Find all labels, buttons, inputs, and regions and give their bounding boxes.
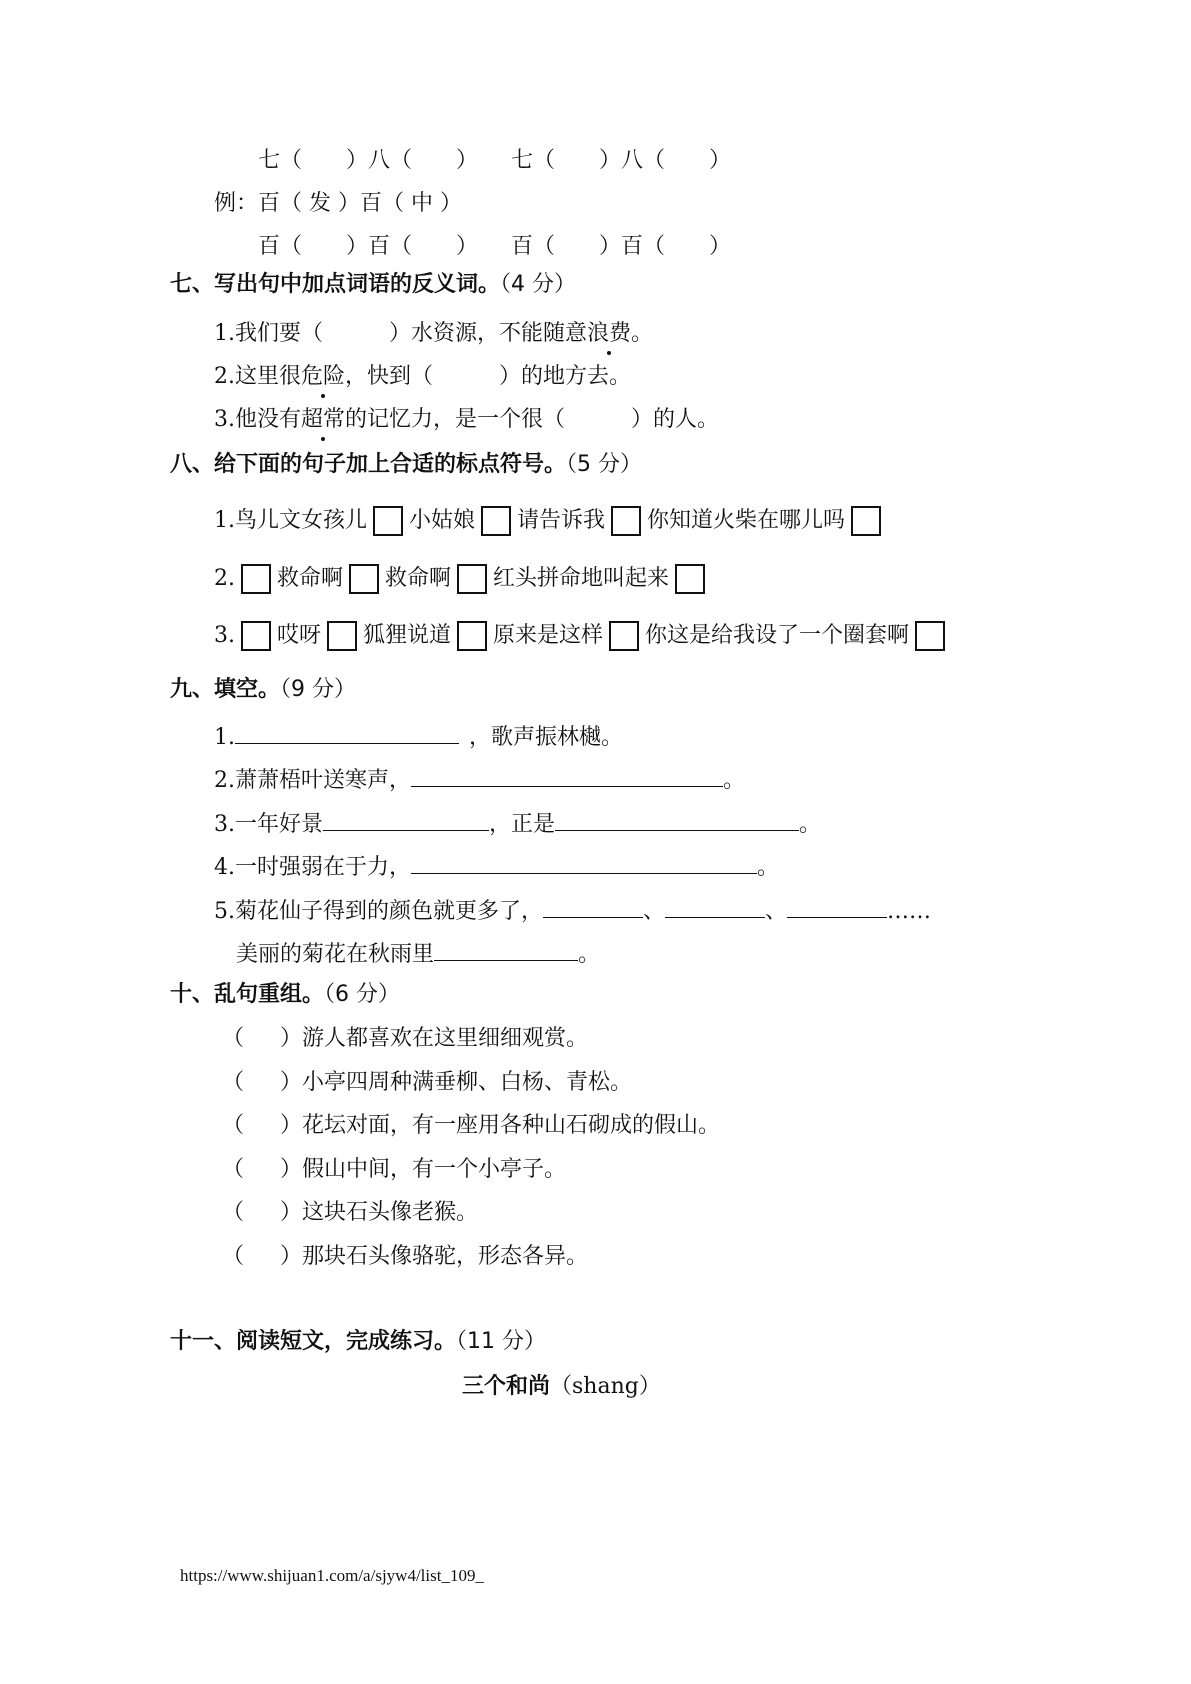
section-9-item-1 bbox=[214, 719, 623, 753]
punctuation-box[interactable] bbox=[327, 621, 357, 651]
item-text: 原来是这样 bbox=[493, 623, 604, 648]
item-number: 4. bbox=[214, 855, 235, 880]
order-paren-open: （ bbox=[222, 1113, 245, 1138]
item-text: 菊花仙子得到的颜色就更多了， bbox=[235, 899, 544, 924]
fill-blank[interactable] bbox=[787, 893, 887, 918]
item-text: 哎呀 bbox=[277, 623, 322, 648]
order-paren-open: （ bbox=[222, 1243, 245, 1269]
item-text: 萧萧梧叶送寒声， bbox=[235, 768, 412, 793]
section-11-title: 十一、阅读短文，完成练习。 bbox=[170, 1329, 457, 1354]
section-9-item-5-cont bbox=[236, 936, 600, 970]
section-9-item-5 bbox=[214, 893, 931, 927]
section-7-points: （4 分） bbox=[500, 272, 577, 297]
section-8-item-2 bbox=[214, 564, 711, 594]
reorder-item bbox=[222, 1155, 566, 1185]
fill-blank[interactable] bbox=[323, 806, 489, 831]
section-8-points: （5 分） bbox=[566, 452, 643, 477]
item-text: 他没有 bbox=[235, 407, 302, 432]
fill-blank[interactable] bbox=[411, 762, 723, 787]
reorder-sentence: 假山中间，有一个小亭子。 bbox=[302, 1156, 567, 1182]
punctuation-box[interactable] bbox=[915, 621, 945, 651]
fill-blank[interactable] bbox=[543, 893, 643, 918]
item-text: 。 bbox=[631, 321, 654, 346]
item-text: 红头拼命地叫起来 bbox=[493, 566, 670, 591]
item-text: 你知道火柴在哪儿吗 bbox=[647, 508, 846, 533]
char-fill-row-1: 七（ ）八（ ） 七（ ）八（ ） bbox=[258, 148, 732, 173]
char-fill-row-3: 百（ ）百（ ） 百（ ）百（ ） bbox=[258, 234, 732, 259]
item-text: 美丽的菊花在秋雨里 bbox=[236, 942, 435, 967]
footer-url[interactable]: https://www.shijuan1.com/a/sjyw4/list_109_ bbox=[180, 1566, 484, 1585]
order-paren-open: （ bbox=[222, 1200, 245, 1225]
item-text: ，快到（ bbox=[345, 364, 434, 389]
section-9-item-3 bbox=[214, 806, 821, 840]
item-text: 你这是给我设了一个圈套啊 bbox=[645, 623, 910, 648]
item-text: 。 bbox=[578, 942, 601, 967]
punctuation-box[interactable] bbox=[457, 621, 487, 651]
item-number: 2. bbox=[214, 364, 235, 389]
item-number: 3. bbox=[214, 407, 235, 432]
item-number: 1. bbox=[214, 508, 235, 533]
punctuation-box[interactable] bbox=[611, 506, 641, 536]
reorder-item bbox=[222, 1198, 478, 1228]
item-text: 一年好景 bbox=[235, 812, 324, 837]
reorder-item bbox=[222, 1242, 588, 1272]
item-text: 。 bbox=[723, 768, 746, 793]
section-10-points: （6 分） bbox=[324, 982, 401, 1007]
punctuation-box[interactable] bbox=[241, 564, 271, 594]
order-paren-close: ） bbox=[280, 1113, 303, 1138]
section-9-points: （9 分） bbox=[280, 677, 357, 702]
punctuation-box[interactable] bbox=[241, 621, 271, 651]
item-text: ）的地方去。 bbox=[499, 364, 632, 389]
item-number: 1. bbox=[214, 725, 235, 750]
passage-title bbox=[462, 1372, 661, 1402]
item-text: 鸟儿文女孩儿 bbox=[235, 508, 368, 533]
section-8-title: 八、给下面的句子加上合适的标点符号。 bbox=[170, 452, 567, 477]
dotted-word: 危险 bbox=[301, 362, 345, 392]
section-9-item-4 bbox=[214, 849, 779, 883]
item-separator: 、 bbox=[643, 899, 666, 924]
item-text: 救命啊 bbox=[385, 566, 452, 591]
item-number: 2. bbox=[214, 566, 235, 591]
passage-title-text: 三个和尚 bbox=[462, 1374, 551, 1399]
section-9-heading bbox=[170, 675, 356, 705]
dotted-word: 超常 bbox=[301, 405, 345, 435]
item-number: 1. bbox=[214, 321, 235, 346]
section-10-heading bbox=[170, 980, 400, 1010]
section-7-item-1 bbox=[214, 319, 653, 349]
item-text: ）水资源，不能随意 bbox=[389, 321, 588, 346]
section-7-title: 七、写出句中加点词语的反义词。 bbox=[170, 272, 501, 297]
punctuation-box[interactable] bbox=[675, 564, 705, 594]
section-10-title: 十、乱句重组。 bbox=[170, 982, 325, 1007]
item-text: 请告诉我 bbox=[517, 508, 606, 533]
section-11-points: （11 分） bbox=[456, 1329, 547, 1354]
item-text: 狐狸说道 bbox=[363, 623, 452, 648]
order-paren-open: （ bbox=[222, 1156, 245, 1182]
order-paren-close: ） bbox=[280, 1243, 303, 1269]
reorder-sentence: 这块石头像老猴。 bbox=[302, 1200, 479, 1225]
item-text: 我们要（ bbox=[235, 321, 324, 346]
fill-blank[interactable] bbox=[411, 849, 757, 874]
item-number: 3. bbox=[214, 812, 235, 837]
section-9-title: 九、填空。 bbox=[170, 677, 281, 702]
item-text: 救命啊 bbox=[277, 566, 344, 591]
item-number: 2. bbox=[214, 768, 235, 793]
ellipsis: …… bbox=[887, 899, 932, 924]
reorder-sentence: 花坛对面，有一座用各种山石砌成的假山。 bbox=[302, 1113, 721, 1138]
punctuation-box[interactable] bbox=[609, 621, 639, 651]
punctuation-box[interactable] bbox=[851, 506, 881, 536]
reorder-item bbox=[222, 1024, 588, 1054]
reorder-sentence: 小亭四周种满垂柳、白杨、青松。 bbox=[302, 1069, 633, 1095]
item-text: 小姑娘 bbox=[409, 508, 476, 533]
item-text: 的记忆力，是一个很（ bbox=[345, 407, 566, 432]
order-paren-open: （ bbox=[222, 1026, 245, 1051]
punctuation-box[interactable] bbox=[481, 506, 511, 536]
order-paren-close: ） bbox=[280, 1069, 303, 1095]
section-8-heading bbox=[170, 450, 642, 480]
reorder-item bbox=[222, 1068, 632, 1098]
item-text: ，正是 bbox=[489, 812, 556, 837]
order-paren-close: ） bbox=[280, 1156, 303, 1182]
order-paren-open: （ bbox=[222, 1069, 245, 1095]
fill-blank[interactable] bbox=[555, 806, 799, 831]
punctuation-box[interactable] bbox=[349, 564, 379, 594]
section-7-item-2 bbox=[214, 362, 631, 392]
item-text: 。 bbox=[799, 812, 822, 837]
fill-blank[interactable] bbox=[235, 719, 459, 744]
fill-blank[interactable] bbox=[434, 936, 578, 961]
item-text: 。 bbox=[757, 855, 780, 880]
punctuation-box[interactable] bbox=[373, 506, 403, 536]
section-8-item-1 bbox=[214, 506, 887, 536]
fill-blank[interactable] bbox=[665, 893, 765, 918]
section-7-item-3 bbox=[214, 405, 719, 435]
section-9-item-2 bbox=[214, 762, 745, 796]
section-7-heading bbox=[170, 270, 576, 300]
reorder-sentence: 游人都喜欢在这里细细观赏。 bbox=[302, 1026, 589, 1051]
item-number: 3. bbox=[214, 623, 235, 648]
item-number: 5. bbox=[214, 899, 235, 924]
item-separator: 、 bbox=[765, 899, 788, 924]
reorder-sentence: 那块石头像骆驼，形态各异。 bbox=[302, 1243, 589, 1269]
reorder-item bbox=[222, 1111, 720, 1141]
section-11-heading bbox=[170, 1327, 546, 1357]
item-text: 这里很 bbox=[235, 364, 302, 389]
dotted-word: 浪费 bbox=[587, 319, 631, 349]
section-8-item-3 bbox=[214, 621, 951, 651]
passage-title-pinyin: （shang） bbox=[550, 1374, 661, 1399]
char-fill-example: 例：百（ 发 ）百（ 中 ） bbox=[214, 191, 462, 216]
order-paren-close: ） bbox=[280, 1026, 303, 1051]
punctuation-box[interactable] bbox=[457, 564, 487, 594]
order-paren-close: ） bbox=[280, 1200, 303, 1225]
item-text: 一时强弱在于力， bbox=[235, 855, 412, 880]
item-text: ，歌声振林樾。 bbox=[469, 725, 624, 750]
item-text: ）的人。 bbox=[631, 407, 720, 432]
